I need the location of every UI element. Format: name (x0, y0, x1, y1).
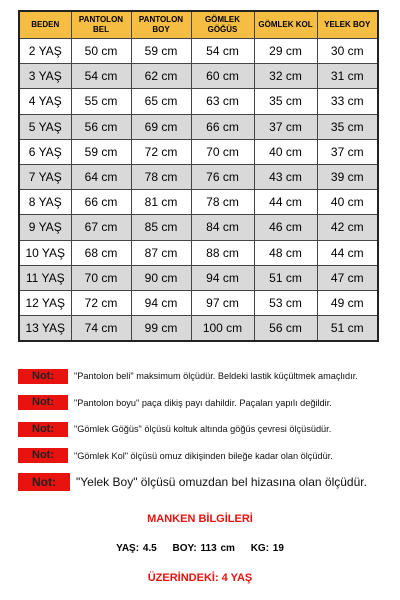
measurement-cell: 84 cm (191, 215, 254, 240)
notes-list (18, 365, 388, 498)
measurement-cell: 78 cm (191, 190, 254, 215)
size-cell: 7 YAŞ (19, 164, 71, 189)
measurement-cell: 62 cm (131, 64, 191, 89)
size-chart-table (18, 10, 379, 342)
measurement-cell: 35 cm (317, 114, 378, 139)
note-badge: Not: (18, 448, 68, 463)
measurement-cell: 94 cm (191, 265, 254, 290)
measurement-cell: 56 cm (254, 316, 317, 342)
model-age: YAŞ: 4.5 (116, 543, 157, 554)
table-header-row (19, 11, 378, 39)
size-cell: 5 YAŞ (19, 114, 71, 139)
header-pantolon-boy: PANTOLON BOY (131, 11, 191, 39)
measurement-cell: 70 cm (191, 139, 254, 164)
measurement-cell: 100 cm (191, 316, 254, 342)
measurement-cell: 69 cm (131, 114, 191, 139)
measurement-cell: 39 cm (317, 164, 378, 189)
measurement-cell: 76 cm (191, 164, 254, 189)
model-info-title: MANKEN BİLGİLERİ (147, 513, 253, 525)
measurement-cell: 43 cm (254, 164, 317, 189)
note-item (18, 418, 388, 440)
measurement-cell: 44 cm (254, 190, 317, 215)
measurement-cell: 59 cm (131, 39, 191, 64)
measurement-cell: 40 cm (317, 190, 378, 215)
header-beden: BEDEN (19, 11, 71, 39)
measurement-cell: 29 cm (254, 39, 317, 64)
measurement-cell: 30 cm (317, 39, 378, 64)
model-info (0, 543, 400, 554)
measurement-cell: 55 cm (71, 89, 131, 114)
measurement-cell: 51 cm (317, 316, 378, 342)
size-cell: 12 YAŞ (19, 290, 71, 315)
table-row (19, 164, 378, 189)
header-pantolon-bel: PANTOLON BEL (71, 11, 131, 39)
measurement-cell: 66 cm (191, 114, 254, 139)
note-badge: Not: (18, 422, 68, 437)
wearing-size: ÜZERİNDEKİ: 4 YAŞ (147, 572, 253, 584)
table-row (19, 139, 378, 164)
measurement-cell: 40 cm (254, 139, 317, 164)
size-cell: 3 YAŞ (19, 64, 71, 89)
note-badge: Not: (18, 473, 70, 491)
size-cell: 6 YAŞ (19, 139, 71, 164)
table-row (19, 265, 378, 290)
measurement-cell: 46 cm (254, 215, 317, 240)
measurement-cell: 67 cm (71, 215, 131, 240)
measurement-cell: 44 cm (317, 240, 378, 265)
measurement-cell: 94 cm (131, 290, 191, 315)
measurement-cell: 88 cm (191, 240, 254, 265)
measurement-cell: 54 cm (191, 39, 254, 64)
table-row (19, 316, 378, 342)
measurement-cell: 35 cm (254, 89, 317, 114)
table-row (19, 64, 378, 89)
measurement-cell: 49 cm (317, 290, 378, 315)
measurement-cell: 90 cm (131, 265, 191, 290)
table-row (19, 290, 378, 315)
size-cell: 13 YAŞ (19, 316, 71, 342)
size-cell: 4 YAŞ (19, 89, 71, 114)
table-row (19, 215, 378, 240)
size-cell: 2 YAŞ (19, 39, 71, 64)
note-item (18, 471, 388, 493)
table-row (19, 114, 378, 139)
measurement-cell: 66 cm (71, 190, 131, 215)
measurement-cell: 64 cm (71, 164, 131, 189)
header-yelek-boy: YELEK BOY (317, 11, 378, 39)
measurement-cell: 48 cm (254, 240, 317, 265)
size-cell: 8 YAŞ (19, 190, 71, 215)
note-badge: Not: (18, 395, 68, 410)
size-cell: 10 YAŞ (19, 240, 71, 265)
measurement-cell: 51 cm (254, 265, 317, 290)
measurement-cell: 50 cm (71, 39, 131, 64)
note-item (18, 392, 388, 414)
measurement-cell: 81 cm (131, 190, 191, 215)
header-gomlek-gogus: GÖMLEK GÖĞÜS (191, 11, 254, 39)
measurement-cell: 60 cm (191, 64, 254, 89)
measurement-cell: 32 cm (254, 64, 317, 89)
measurement-cell: 74 cm (71, 316, 131, 342)
size-cell: 9 YAŞ (19, 215, 71, 240)
measurement-cell: 42 cm (317, 215, 378, 240)
measurement-cell: 53 cm (254, 290, 317, 315)
measurement-cell: 72 cm (131, 139, 191, 164)
measurement-cell: 56 cm (71, 114, 131, 139)
measurement-cell: 78 cm (131, 164, 191, 189)
model-weight: KG: 19 (250, 543, 284, 554)
note-text: "Gömlek Kol" ölçüsü omuz dikişinden bileğe kadar olan ölçüdür. (74, 450, 333, 461)
note-badge: Not: (18, 369, 68, 384)
measurement-cell: 70 cm (71, 265, 131, 290)
measurement-cell: 31 cm (317, 64, 378, 89)
table-row (19, 240, 378, 265)
measurement-cell: 37 cm (254, 114, 317, 139)
measurement-cell: 97 cm (191, 290, 254, 315)
header-gomlek-kol: GÖMLEK KOL (254, 11, 317, 39)
measurement-cell: 59 cm (71, 139, 131, 164)
measurement-cell: 65 cm (131, 89, 191, 114)
note-text: "Gömlek Göğüs" ölçüsü koltuk altında göğüs çevresi ölçüsüdür. (74, 424, 332, 434)
measurement-cell: 68 cm (71, 240, 131, 265)
note-text: "Yelek Boy" ölçüsü omuzdan bel hizasına olan ölçüdür. (76, 475, 367, 489)
table-row (19, 89, 378, 114)
note-item (18, 445, 388, 467)
measurement-cell: 63 cm (191, 89, 254, 114)
measurement-cell: 54 cm (71, 64, 131, 89)
measurement-cell: 37 cm (317, 139, 378, 164)
size-cell: 11 YAŞ (19, 265, 71, 290)
measurement-cell: 72 cm (71, 290, 131, 315)
measurement-cell: 99 cm (131, 316, 191, 342)
measurement-cell: 87 cm (131, 240, 191, 265)
model-height: BOY: 113 cm (172, 543, 235, 554)
note-text: "Pantolon boyu" paça dikiş payı dahildir. Paçaları yapılı değildir. (74, 397, 332, 408)
measurement-cell: 47 cm (317, 265, 378, 290)
note-text: "Pantolon beli" maksimum ölçüdür. Beldeki lastik küçültmek amaçlıdır. (74, 371, 358, 381)
table-row (19, 39, 378, 64)
measurement-cell: 85 cm (131, 215, 191, 240)
measurement-cell: 33 cm (317, 89, 378, 114)
table-row (19, 190, 378, 215)
note-item (18, 365, 388, 387)
